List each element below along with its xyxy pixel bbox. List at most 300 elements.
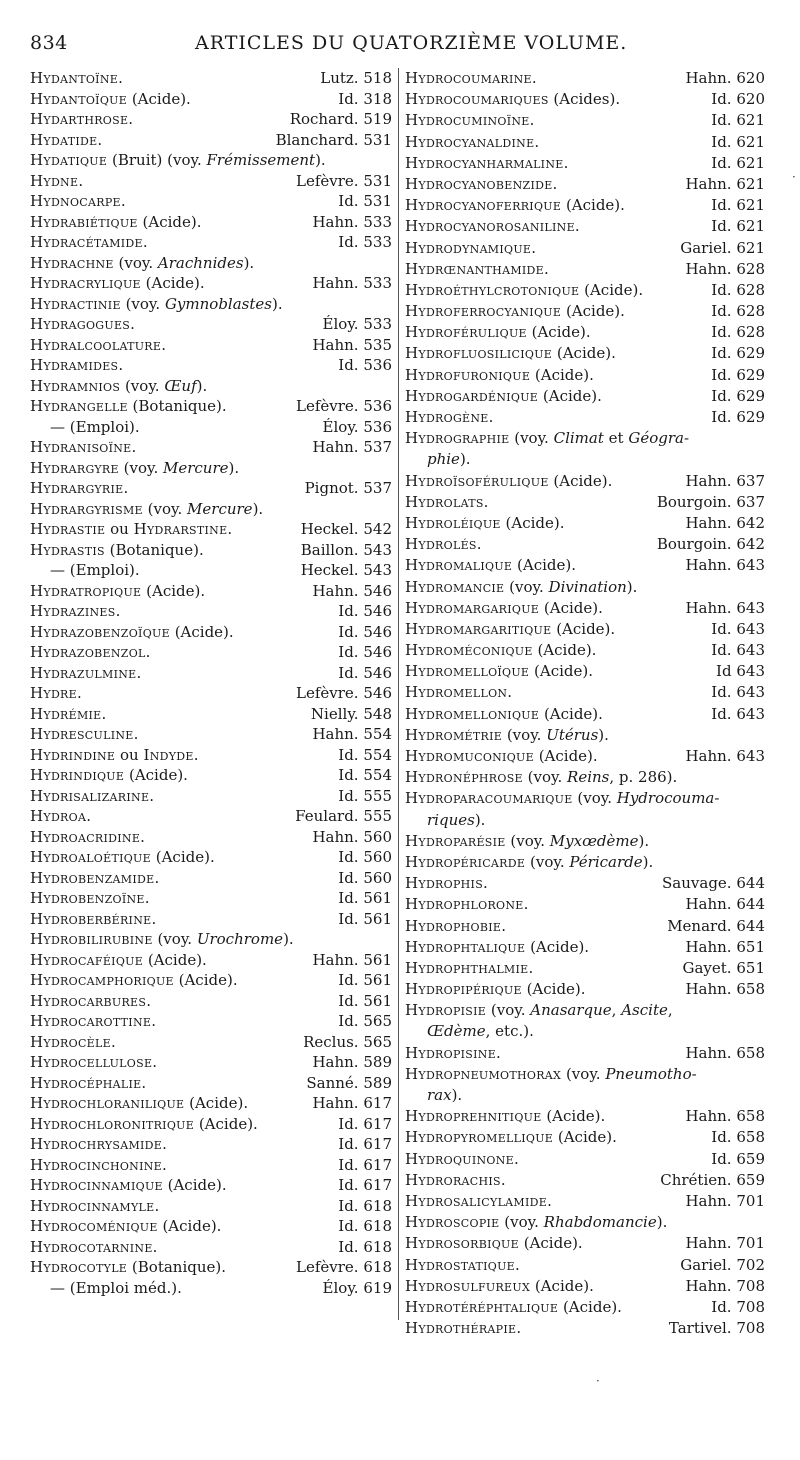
index-entry [30, 499, 392, 520]
entry-qualifier: (Acide). [561, 302, 625, 321]
index-entry [30, 847, 392, 868]
entry-reference [338, 1155, 392, 1176]
index-entry [405, 810, 765, 831]
entry-term [30, 888, 150, 909]
entry-term [405, 365, 594, 386]
entry-term [30, 950, 207, 971]
entry-author: Hahn. [312, 335, 359, 354]
entry-term [30, 560, 140, 581]
entry-page: 708 [736, 1297, 765, 1316]
entry-reference [312, 437, 392, 458]
entry-headword: Hydrochloronitrique [30, 1114, 195, 1133]
entry-qualifier: (voy. [522, 768, 568, 787]
index-entry [30, 130, 392, 151]
index-entry [30, 396, 392, 417]
entry-author: Id. [711, 344, 732, 363]
entry-reference [312, 581, 392, 602]
entry-author: Éloy. [322, 1278, 359, 1297]
index-entry [405, 1255, 765, 1276]
entry-author: Id. [338, 909, 359, 928]
entry-author: Id. [338, 848, 359, 866]
entry-reference [338, 232, 392, 253]
entry-term [405, 343, 616, 364]
entry-headword: Hydrargyrie. [30, 479, 129, 497]
entry-author: Pignot. [304, 479, 359, 497]
index-entry [30, 478, 392, 499]
entry-punct: , p. 286). [609, 768, 678, 787]
entry-term [30, 540, 204, 561]
entry-headword: Hydrazines. [30, 602, 121, 620]
entry-headword: Hydne. [30, 171, 84, 190]
index-entry [405, 1297, 765, 1318]
entry-headword: Hydroférulique [405, 323, 527, 342]
entry-reference [338, 745, 392, 766]
entry-page: 554 [363, 745, 392, 764]
entry-qualifier: ou [115, 745, 144, 764]
entry-qualifier: (Acide). [539, 598, 603, 617]
entry-qualifier: (Botanique). [127, 1258, 227, 1276]
entry-headword: Hydrotéréphtalique [405, 1297, 559, 1316]
entry-qualifier: (Acide). [533, 747, 598, 765]
entry-author: Hahn. [685, 556, 732, 575]
entry-term [30, 1237, 158, 1258]
entry-qualifier: (Acide). [539, 704, 603, 723]
entry-term [30, 1011, 156, 1032]
entry-author: Hahn. [685, 259, 732, 278]
entry-reference [711, 1149, 765, 1170]
entry-author: Id. [338, 889, 359, 907]
entry-headword: Hydroscopie [405, 1213, 500, 1232]
entry-headword: Hydrobenzamide. [30, 868, 160, 887]
entry-headword: Hydropisie [405, 1001, 487, 1020]
entry-punct: ). [656, 1213, 668, 1232]
entry-author: Nielly. [310, 704, 359, 723]
entry-author: Éloy. [322, 417, 359, 436]
entry-page: 617 [363, 1094, 392, 1112]
entry-reference [685, 1043, 765, 1064]
entry-author: Hahn. [312, 274, 359, 292]
entry-term [30, 396, 227, 417]
entry-headword: Hydrocoménique [30, 1217, 158, 1235]
entry-term [30, 704, 107, 725]
entry-author: Hahn. [685, 895, 732, 914]
index-entry [405, 725, 765, 746]
entry-qualifier: (Acide). [579, 280, 644, 299]
entry-qualifier: (Acide). [140, 274, 205, 292]
entry-page: 621 [736, 174, 765, 193]
entry-qualifier: (Acide). [143, 950, 207, 969]
entry-headword: Hydnocarpe. [30, 192, 126, 210]
index-entry [30, 109, 392, 130]
entry-page: 546 [363, 663, 392, 682]
entry-reference [662, 873, 765, 894]
index-entry [30, 1114, 392, 1135]
entry-headword: Hydrolats. [405, 492, 489, 511]
entry-author: Hahn. [312, 438, 359, 456]
entry-term [405, 110, 535, 131]
entry-term [405, 788, 719, 809]
entry-qualifier: (voy. [113, 253, 158, 272]
entry-term [405, 619, 615, 640]
entry-qualifier: (voy. [509, 429, 554, 448]
entry-headword: Hydrodynamique. [405, 238, 537, 257]
entry-headword: Hydantoïque [30, 89, 128, 108]
index-entry [405, 153, 765, 174]
entry-author: Hahn. [685, 1191, 732, 1210]
entry-qualifier: (Acide). [530, 365, 594, 384]
entry-qualifier: (Acide). [530, 1276, 594, 1295]
entry-qualifier: ou [105, 520, 134, 538]
index-entry [405, 1191, 765, 1212]
index-entry [30, 519, 392, 540]
entry-reference [711, 195, 765, 216]
entry-author: Id. [338, 766, 359, 784]
entry-author: Id. [711, 217, 732, 236]
index-entry [405, 513, 765, 534]
entry-author: Id. [711, 280, 732, 299]
entry-headword: Hydroléique [405, 513, 501, 532]
entry-author: Id. [711, 132, 732, 151]
index-entry [405, 555, 765, 576]
index-entry [405, 322, 765, 343]
entry-page: 617 [363, 1176, 392, 1194]
index-entry [30, 950, 392, 971]
entry-term [405, 153, 569, 174]
entry-page: 642 [736, 535, 765, 554]
entry-punct: ). [228, 458, 240, 477]
entry-crossref: Urochrome [196, 930, 284, 948]
index-entry [405, 979, 765, 1000]
entry-page: 560 [363, 868, 392, 887]
entry-headword: Hydrocyanorosaniline. [405, 217, 580, 236]
entry-author: Hahn. [685, 598, 732, 617]
entry-author: Id [716, 662, 732, 681]
entry-term [30, 663, 142, 684]
entry-term [30, 109, 133, 130]
entry-term [405, 767, 677, 788]
entry-reference [276, 130, 392, 151]
entry-author: Id. [711, 1149, 732, 1168]
entry-page: 618 [363, 1258, 392, 1276]
index-entry [405, 492, 765, 513]
index-entry [405, 407, 765, 428]
entry-author: Id. [711, 153, 732, 172]
entry-headword: Hydroprehnitique [405, 1107, 542, 1126]
entry-headword-alt: Indyde. [143, 745, 199, 764]
index-entry [30, 991, 392, 1012]
entry-author: Id. [338, 745, 359, 764]
entry-reference [296, 1257, 392, 1278]
entry-author: Id. [338, 1196, 359, 1215]
entry-continuation: riques [427, 810, 475, 829]
entry-author: Id. [711, 683, 732, 702]
entry-continuation: phie [427, 450, 460, 469]
index-entry [405, 916, 765, 937]
entry-headword: Hydroberbérine. [30, 909, 157, 928]
entry-headword: Hydrocuminoïne. [405, 111, 535, 130]
entry-reference [301, 519, 392, 540]
entry-punct: , [611, 1001, 622, 1020]
index-entry [405, 640, 765, 661]
entry-qualifier: (Acide). [526, 323, 591, 342]
entry-author: Id. [711, 641, 732, 660]
entry-reference [338, 991, 392, 1012]
index-entry [30, 335, 392, 356]
entry-qualifier: (Acide). [541, 1107, 606, 1126]
index-entry [30, 929, 392, 950]
entry-term [405, 555, 576, 576]
entry-page: 644 [736, 895, 765, 914]
entry-page: 643 [736, 662, 765, 681]
entry-page: 618 [363, 1237, 392, 1256]
entry-term [30, 929, 294, 950]
index-entry [405, 449, 765, 470]
entry-page: 621 [736, 111, 765, 130]
entry-reference [338, 663, 392, 684]
entry-headword: Hydatique [30, 151, 108, 169]
entry-term [405, 1191, 552, 1212]
entry-term [405, 68, 537, 89]
entry-qualifier: (Acide). [157, 1217, 222, 1235]
entry-page: 644 [736, 874, 765, 893]
entry-term [30, 68, 123, 89]
index-entry [30, 1216, 392, 1237]
entry-reference [711, 280, 765, 301]
index-entry [405, 1064, 765, 1085]
entry-dash: — [50, 561, 65, 579]
entry-headword: Hydrargyrisme [30, 499, 143, 518]
entry-crossref: Frémissement [206, 151, 316, 169]
index-entry [405, 280, 765, 301]
entry-author: Id. [338, 1012, 359, 1030]
entry-term [30, 376, 207, 397]
entry-page: 536 [363, 397, 392, 415]
entry-reference [685, 1191, 765, 1212]
index-entry [405, 132, 765, 153]
entry-page: 629 [736, 344, 765, 363]
entry-reference [338, 847, 392, 868]
entry-term [30, 478, 129, 499]
entry-reference [301, 560, 392, 581]
entry-term [405, 386, 602, 407]
entry-crossref: Rhabdomancie [543, 1213, 657, 1232]
entry-headword: Hydatide. [30, 130, 103, 149]
entry-term [30, 806, 91, 827]
entry-headword: Hydrocoumariques [405, 90, 549, 109]
entry-qualifier: (voy. [486, 1001, 531, 1020]
entry-reference [338, 191, 392, 212]
index-entry [30, 581, 392, 602]
entry-crossref: Gymnoblastes [164, 294, 272, 313]
entry-headword: Hydrocyanaldine. [405, 132, 540, 151]
entry-author: Lefèvre. [296, 1258, 359, 1276]
entry-punct: ). [283, 930, 294, 948]
index-entry [405, 619, 765, 640]
entry-term [30, 499, 263, 520]
entry-term [30, 868, 160, 889]
entry-page: 621 [736, 153, 765, 172]
entry-term [405, 1106, 605, 1127]
entry-qualifier: (Acide). [521, 980, 586, 999]
entry-reference [301, 540, 392, 561]
index-entry [30, 1155, 392, 1176]
entry-term [405, 513, 565, 534]
entry-headword: Hydromuconique [405, 747, 534, 765]
index-entry [405, 174, 765, 195]
entry-headword: Hydrocellulose. [30, 1053, 158, 1071]
index-entry [405, 767, 765, 788]
entry-headword: Hydrophtalique [405, 937, 526, 956]
entry-term [30, 1052, 157, 1073]
index-entry [405, 1170, 765, 1191]
index-entry [405, 110, 765, 131]
entry-page: 554 [363, 766, 392, 784]
entry-page: 561 [363, 991, 392, 1010]
entry-term [30, 1114, 258, 1135]
entry-term [30, 130, 103, 151]
entry-author: Hahn. [312, 212, 359, 231]
entry-reference [338, 1011, 392, 1032]
entry-headword: Hydroméconique [405, 641, 533, 660]
entry-page: 658 [736, 1128, 765, 1147]
entry-qualifier: (Acide). [538, 386, 602, 405]
entry-page: 644 [736, 916, 765, 935]
entry-author: Id. [338, 1237, 359, 1256]
entry-author: Rochard. [289, 110, 359, 128]
entry-term [405, 577, 637, 598]
entry-term [405, 1318, 521, 1339]
entry-author: Gayet. [682, 958, 732, 977]
entry-term [405, 873, 488, 894]
entry-term [30, 273, 205, 294]
entry-author: Lefèvre. [296, 684, 359, 702]
entry-reference [338, 909, 392, 930]
entry-term [405, 301, 625, 322]
entry-term [30, 581, 205, 602]
entry-qualifier: (voy. [118, 458, 163, 477]
entry-crossref: Utérus [546, 725, 599, 744]
index-entry [30, 888, 392, 909]
entry-reference [338, 89, 392, 110]
entry-author: Id. [711, 386, 732, 405]
entry-reference [338, 1196, 392, 1217]
index-entry [30, 868, 392, 889]
right-column [405, 68, 765, 1339]
index-entry [30, 724, 392, 745]
entry-headword: Hydromargaritique [405, 619, 552, 638]
entry-term [30, 150, 326, 171]
entry-term [405, 1127, 617, 1148]
entry-reference [660, 1170, 765, 1191]
entry-author: Hahn. [685, 174, 732, 193]
entry-term [30, 294, 283, 315]
entry-page: 546 [363, 643, 392, 661]
entry-page: 637 [736, 471, 765, 490]
entry-author: Id. [711, 90, 732, 109]
entry-term [30, 786, 154, 807]
entry-author: Hahn. [685, 937, 732, 956]
entry-reference [685, 746, 765, 767]
entry-page: 543 [363, 561, 392, 579]
entry-qualifier: (voy. [120, 294, 165, 313]
entry-author: Hahn. [685, 747, 732, 765]
entry-headword: Hydrœnanthamide. [405, 259, 550, 278]
entry-punct: ). [638, 831, 650, 850]
entry-qualifier: (Emploi). [65, 417, 140, 436]
entry-reference [296, 171, 392, 192]
entry-author: Id. [711, 302, 732, 321]
entry-punct: et [603, 429, 629, 448]
entry-headword: Hydrocarbures. [30, 991, 152, 1010]
entry-reference [685, 174, 765, 195]
entry-author: Bourgoin. [656, 535, 732, 554]
index-entry [30, 232, 392, 253]
entry-author: Hahn. [685, 471, 732, 490]
entry-page: 533 [363, 212, 392, 231]
entry-continuation: rax [427, 1086, 452, 1104]
entry-page: 629 [736, 386, 765, 405]
entry-headword: Hydrofluosilicique [405, 344, 553, 363]
entry-page: 537 [363, 479, 392, 497]
entry-qualifier: (Acide). [548, 471, 613, 490]
entry-reference [338, 1237, 392, 1258]
entry-term [405, 810, 485, 831]
entry-page: 621 [736, 132, 765, 151]
entry-reference [711, 301, 765, 322]
entry-page: 658 [736, 1107, 765, 1126]
entry-author: Id. [338, 991, 359, 1010]
entry-term [405, 471, 612, 492]
entry-headword: Hydroparacoumarique [405, 789, 573, 808]
entry-headword: Hydromalique [405, 556, 513, 575]
entry-qualifier: (Acide). [169, 622, 234, 641]
entry-term [30, 458, 239, 479]
index-entry [30, 540, 392, 561]
entry-headword: Hydractinie [30, 294, 121, 313]
entry-reference [338, 642, 392, 663]
entry-reference [711, 365, 765, 386]
entry-page: 518 [363, 69, 392, 87]
entry-qualifier: (voy. [572, 789, 617, 808]
entry-reference [311, 704, 392, 725]
entry-headword: Hydrobenzoïne. [30, 889, 150, 907]
index-entry [30, 970, 392, 991]
entry-reference [312, 1052, 392, 1073]
entry-author: Id. [338, 192, 359, 210]
index-entry [405, 661, 765, 682]
index-entry [405, 386, 765, 407]
entry-term [405, 725, 609, 746]
entry-term [405, 894, 529, 915]
entry-term [405, 1021, 534, 1042]
entry-author: Lefèvre. [296, 171, 359, 190]
entry-page: 536 [363, 417, 392, 436]
index-entry [30, 253, 392, 274]
entry-author: Éloy. [322, 315, 359, 333]
entry-term [405, 259, 549, 280]
entry-qualifier: (Acide). [552, 344, 616, 363]
entry-headword: Hydrophlorone. [405, 895, 529, 914]
entry-reference [685, 1233, 765, 1254]
page-header [30, 32, 800, 62]
index-entry [30, 1257, 392, 1278]
entry-headword: Hydrocaféique [30, 950, 144, 969]
entry-page: 621 [736, 238, 765, 257]
entry-headword: Hydragogues. [30, 315, 136, 333]
entry-author: Hahn. [685, 69, 732, 87]
entry-headword: Hydralcoolature. [30, 335, 167, 354]
entry-qualifier: (Acide). [137, 212, 202, 231]
